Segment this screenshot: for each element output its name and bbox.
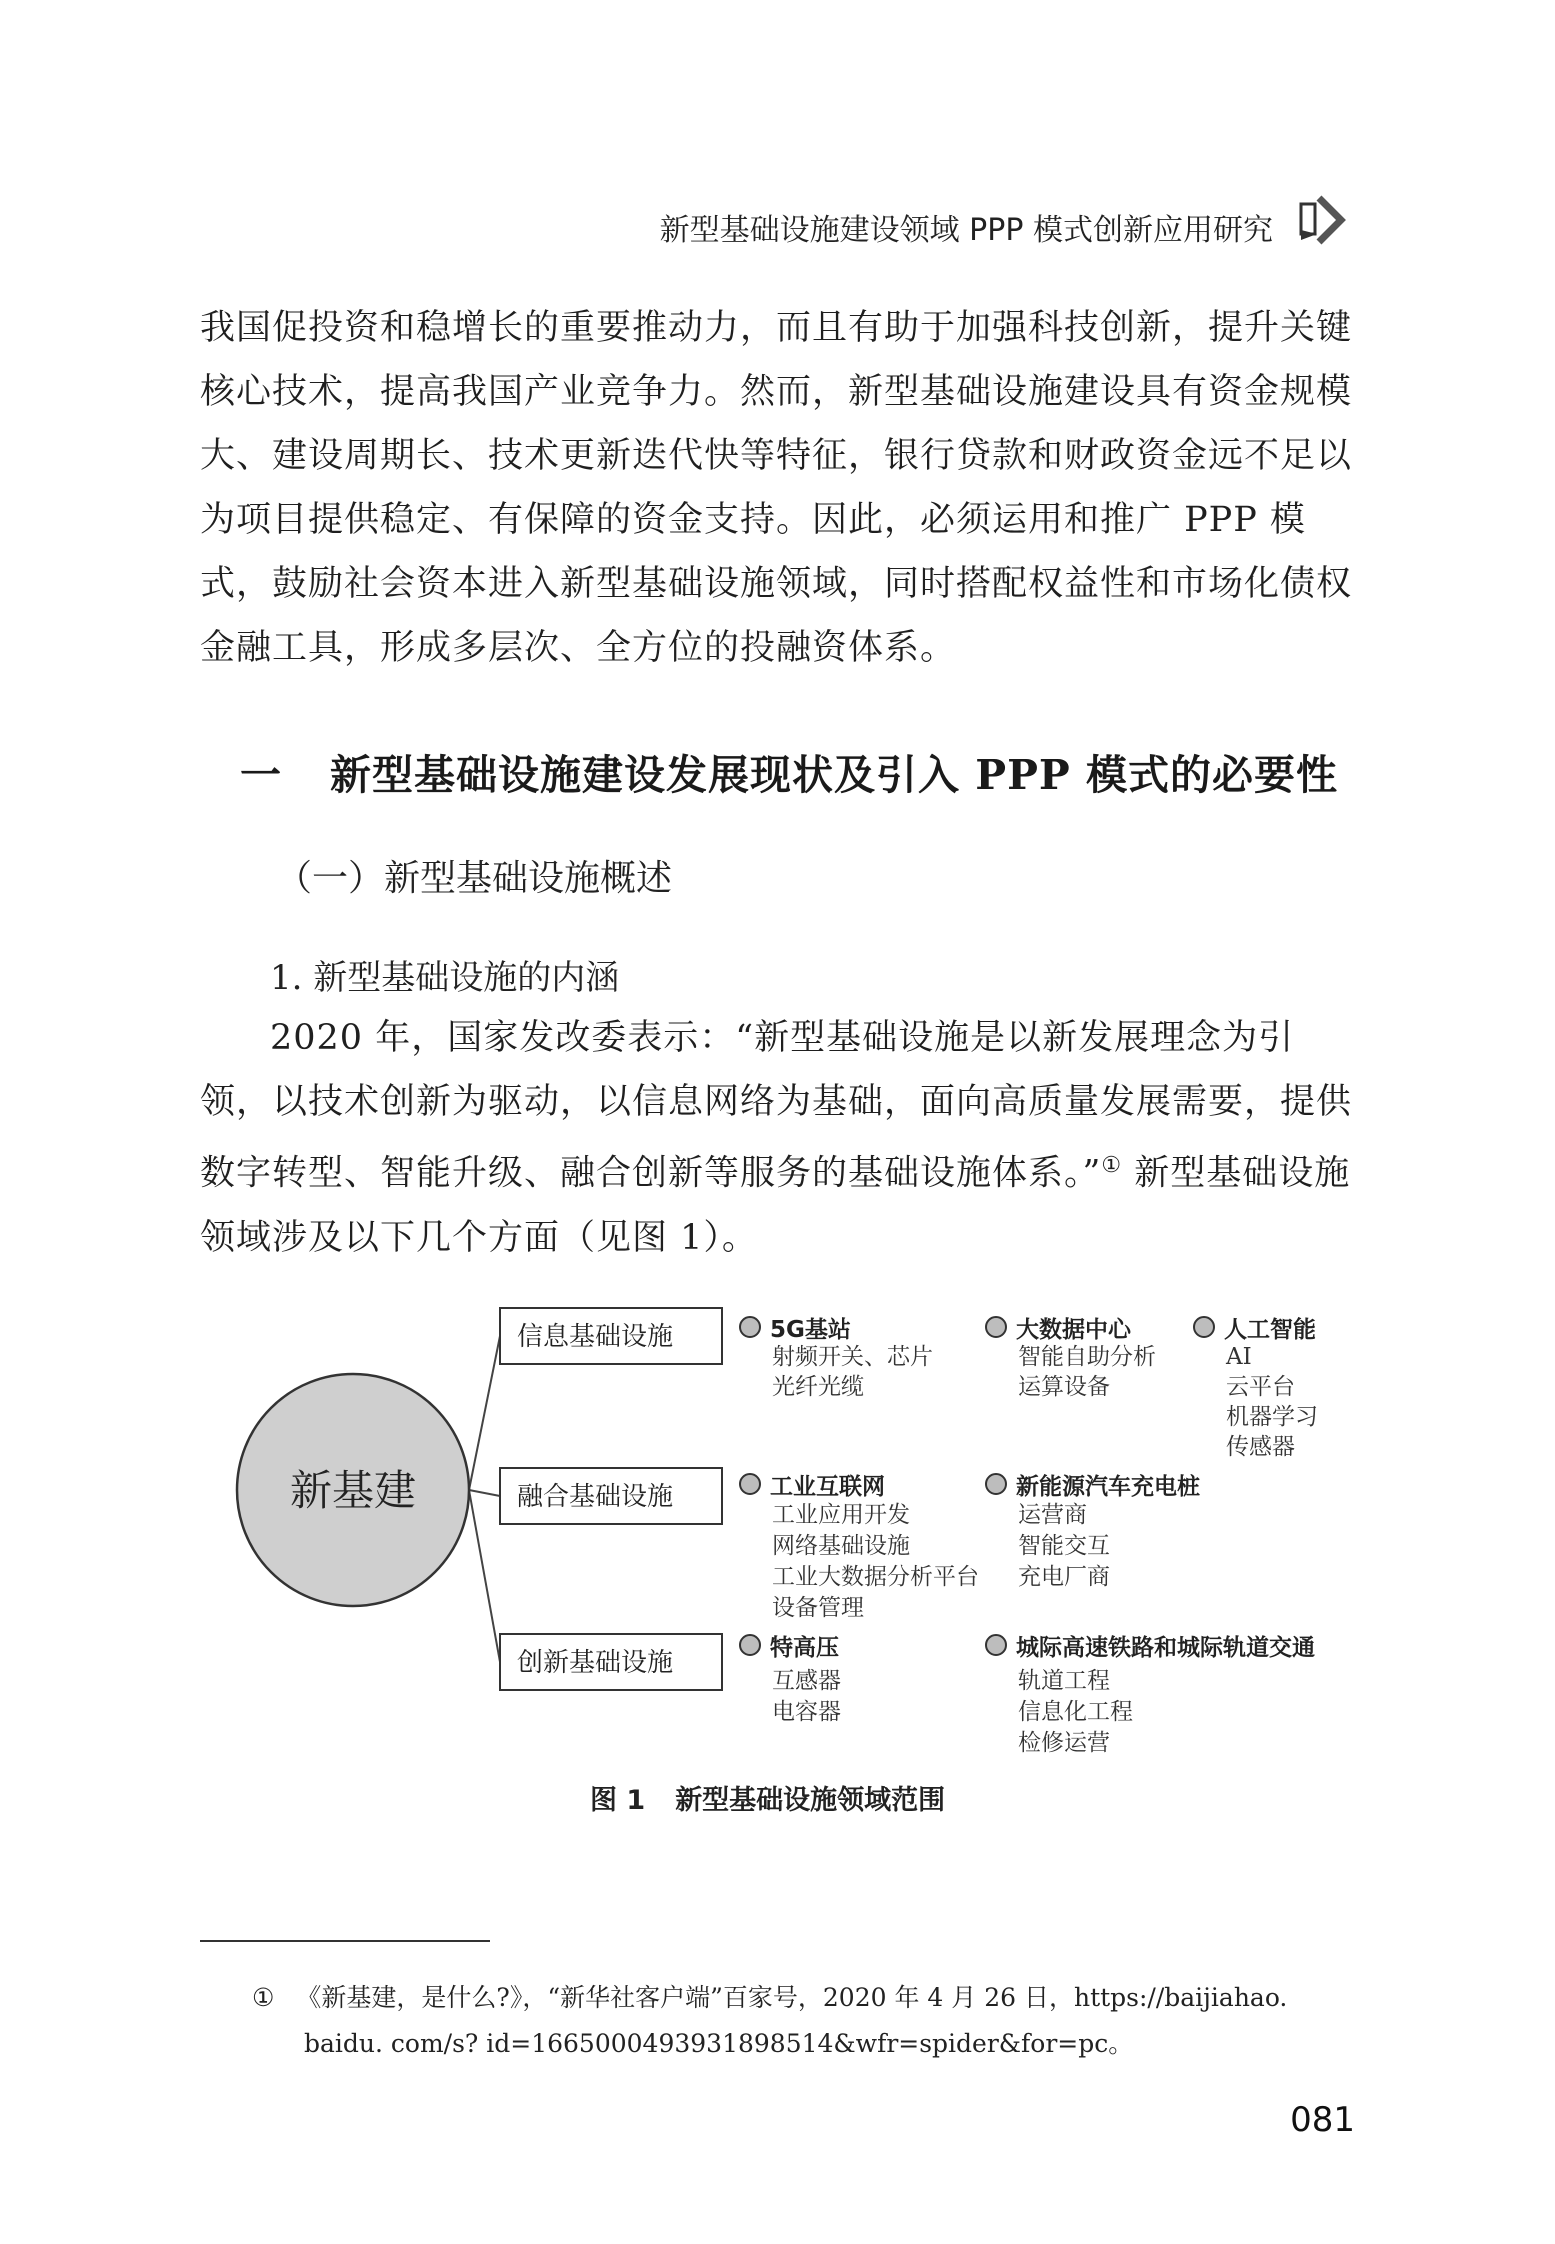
item-5g-0: 射频开关、芯片: [772, 1344, 933, 1370]
group-title-iiot: 工业互联网: [770, 1474, 885, 1500]
item-ev-0: 运营商: [1018, 1502, 1087, 1528]
bullet-rail: [986, 1635, 1006, 1655]
footnote-mark: ①: [252, 1983, 275, 2012]
center-node-label: 新基建: [289, 1466, 417, 1515]
subsection-heading: （一）新型基础设施概述: [276, 858, 673, 899]
connector-lines: [469, 1336, 500, 1662]
item-uhv-0: 互感器: [772, 1668, 841, 1694]
item-rail-0: 轨道工程: [1018, 1668, 1110, 1694]
item-iiot-0: 工业应用开发: [772, 1502, 910, 1528]
item-rail-2: 检修运营: [1018, 1730, 1110, 1756]
subsubsection-heading: 1. 新型基础设施的内涵: [270, 958, 620, 998]
footnote-line2[interactable]: baidu. com/s? id=1665000493931898514&wfr=spider&for=pc。: [304, 2029, 1134, 2058]
category-label-fusion: 融合基础设施: [517, 1482, 674, 1512]
bullet-uhv: [740, 1635, 760, 1655]
group-title-rail: 城际高速铁路和城际轨道交通: [1016, 1635, 1315, 1661]
item-iiot-1: 网络基础设施: [772, 1533, 910, 1559]
figure-caption: [590, 1778, 945, 1817]
group-title-ai: 人工智能: [1224, 1317, 1316, 1343]
item-5g-1: 光纤光缆: [772, 1374, 864, 1400]
bullet-ev: [986, 1474, 1006, 1494]
group-title-5g: 5G基站: [770, 1317, 851, 1343]
category-label-info: 信息基础设施: [517, 1322, 674, 1352]
item-uhv-1: 电容器: [772, 1699, 841, 1725]
item-ai-3: 传感器: [1226, 1434, 1295, 1460]
footnote-line1: 《新基建，是什么?》，“新华社客户端”百家号，2020 年 4 月 26 日，https://baijiahao.: [296, 1983, 1288, 2012]
figure-caption-number: 图 1: [590, 1785, 646, 1816]
figure-caption-title: 新型基础设施领域范围: [675, 1785, 946, 1816]
definition-text: 2020 年，国家发改委表示：“新型基础设施是以新发展理念为引领，以技术创新为驱动，以信息网络为基础，面向高质量发展需要，提供数字转型、智能升级、融合创新等服务的基础设施体系。”: [200, 1018, 1353, 1194]
running-header-title: 新型基础设施建设领域 PPP 模式创新应用研究: [659, 213, 1273, 248]
item-iiot-2: 工业大数据分析平台: [772, 1564, 979, 1590]
group-title-bigdata: 大数据中心: [1016, 1317, 1131, 1343]
bullet-iiot: [740, 1474, 760, 1494]
item-ev-2: 充电厂商: [1018, 1564, 1110, 1590]
item-bigdata-0: 智能自助分析: [1018, 1344, 1156, 1370]
item-ai-0: AI: [1226, 1344, 1252, 1370]
page-number: 081: [1290, 2100, 1355, 2140]
section-number: 一: [240, 751, 282, 799]
footnote-reference[interactable]: ①: [1101, 1153, 1123, 1178]
item-ev-1: 智能交互: [1018, 1533, 1110, 1559]
footnote: [200, 1975, 1350, 2067]
item-ai-1: 云平台: [1226, 1374, 1295, 1400]
section-title: 新型基础设施建设发展现状及引入 PPP 模式的必要性: [330, 751, 1339, 799]
item-rail-1: 信息化工程: [1018, 1699, 1133, 1725]
footnote-divider: [200, 1940, 490, 1942]
group-title-ev: 新能源汽车充电桩: [1016, 1474, 1200, 1500]
category-label-innovation: 创新基础设施: [517, 1648, 674, 1678]
intro-paragraph-text: 我国促投资和稳增长的重要推动力，而且有助于加强科技创新，提升关键核心技术，提高我国产业竞争力。然而，新型基础设施建设具有资金规模大、建设周期长、技术更新迭代快等特征，银行贷款和财政资金远不足以为项目提供稳定、有保障的资金支持。因此，必须运用和推广 PPP 模式，鼓励社会资本进入新型基础设施领域，同时搭配权益性和市场化债权金融工具，形成多层次、全方位的投融资体系。: [200, 308, 1353, 668]
bullet-5g: [740, 1317, 760, 1337]
item-ai-2: 机器学习: [1226, 1404, 1318, 1430]
item-iiot-3: 设备管理: [772, 1595, 864, 1621]
definition-tail: 新型基础设施领域涉及以下几个方面（见图 1）。: [200, 1153, 1351, 1258]
bullet-bigdata: [986, 1317, 1006, 1337]
bullet-ai: [1194, 1317, 1214, 1337]
item-bigdata-1: 运算设备: [1018, 1374, 1110, 1400]
group-title-uhv: 特高压: [770, 1635, 839, 1661]
